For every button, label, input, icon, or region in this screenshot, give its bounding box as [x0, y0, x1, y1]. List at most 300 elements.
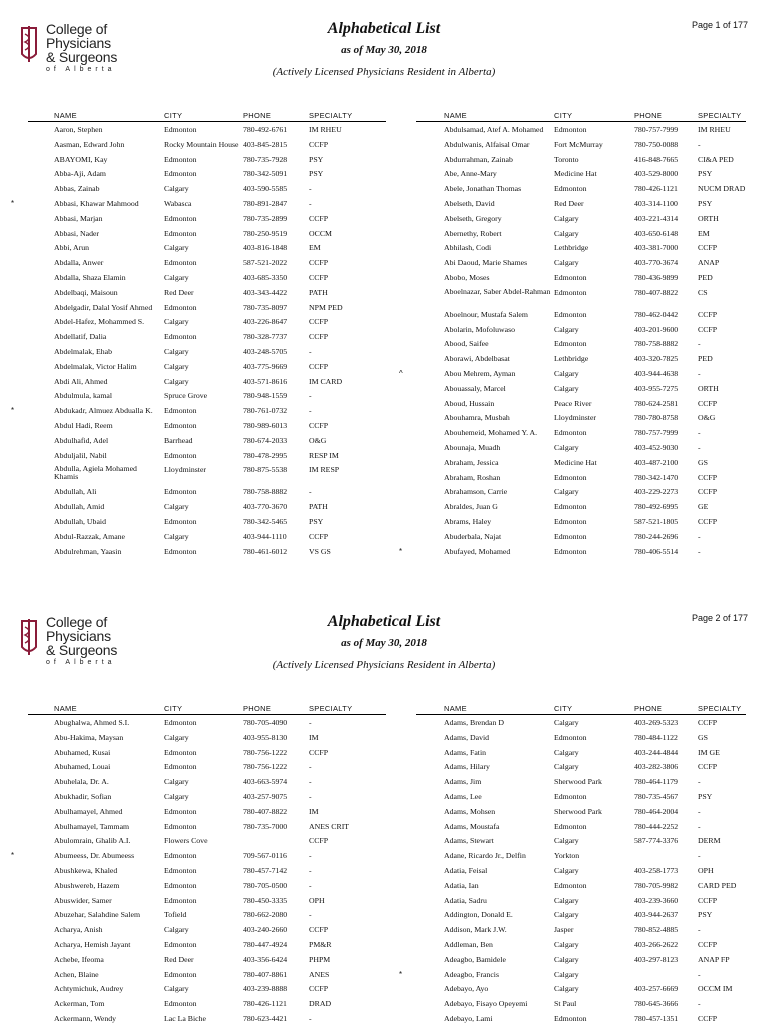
physician-phone: 780-478-2995	[243, 450, 288, 460]
physician-specialty: OPH	[309, 895, 325, 905]
physician-city: Calgary	[554, 487, 579, 497]
physician-city: Calgary	[554, 747, 579, 757]
physician-city: Medicine Hat	[554, 169, 597, 179]
physician-name: Adeagbo, Bamidele	[444, 954, 506, 964]
physician-city: Calgary	[164, 317, 189, 327]
physician-city: Calgary	[164, 272, 189, 282]
physician-row	[416, 952, 746, 967]
physician-phone: 403-685-3350	[243, 272, 288, 282]
physician-phone: 780-444-2252	[634, 821, 679, 831]
physician-specialty: PHPM	[309, 954, 331, 964]
physician-row	[28, 730, 386, 745]
physician-city: Calgary	[554, 258, 579, 268]
physician-city: Lethbridge	[554, 243, 589, 253]
physician-city: Edmonton	[554, 880, 587, 890]
physician-phone: 403-240-2660	[243, 925, 288, 935]
physician-specialty: CCFP	[309, 272, 329, 282]
physician-name: Abdel-Hafez, Mohammed S.	[54, 317, 145, 327]
logo-text-line: Physicians	[46, 628, 111, 644]
physician-specialty: PSY	[309, 169, 324, 179]
physician-city: Edmonton	[164, 806, 197, 816]
physician-specialty: CI&A PED	[698, 154, 734, 164]
physician-name: Abdukadr, Almuez Abdualla K.	[54, 406, 153, 416]
physician-city: Flowers Cove	[164, 836, 208, 846]
physician-name: Achtymichuk, Audrey	[54, 984, 124, 994]
physician-phone: 403-487-2100	[634, 457, 679, 467]
physician-specialty: -	[309, 865, 312, 875]
physician-name: Abushwereb, Hazem	[54, 880, 120, 890]
physician-name: Abdelmalak, Ehab	[54, 346, 113, 356]
physician-city: Edmonton	[164, 999, 197, 1009]
physician-specialty: CARD PED	[698, 880, 737, 890]
physician-name: Abi Daoud, Marie Shames	[444, 258, 528, 268]
physician-row	[28, 715, 386, 730]
physician-city: Edmonton	[164, 228, 197, 238]
physician-city: Edmonton	[554, 791, 587, 801]
header-specialty: SPECIALTY	[698, 111, 742, 120]
physician-row	[416, 137, 746, 152]
physician-city: Edmonton	[554, 472, 587, 482]
physician-phone: 780-623-4421	[243, 1013, 288, 1023]
physician-phone: 780-250-9519	[243, 228, 288, 238]
physician-row	[416, 863, 746, 878]
physician-name: Adane, Ricardo Jr., Delfin	[444, 851, 526, 861]
physician-phone: 780-758-8882	[243, 487, 288, 497]
header-city: CITY	[554, 111, 573, 120]
physician-phone: 780-735-2899	[243, 213, 288, 223]
physician-specialty: -	[309, 762, 312, 772]
physician-row	[399, 544, 746, 559]
physician-city: Edmonton	[164, 420, 197, 430]
physician-specialty: GE	[698, 502, 709, 512]
physician-phone: 780-662-2080	[243, 910, 288, 920]
physician-city: Lloydminster	[164, 465, 207, 475]
physician-specialty: -	[698, 546, 701, 556]
physician-row	[416, 529, 746, 544]
physician-row	[416, 196, 746, 211]
physician-city: Edmonton	[164, 747, 197, 757]
physician-city: Calgary	[164, 732, 189, 742]
physician-city: Edmonton	[164, 450, 197, 460]
physician-city: Calgary	[164, 791, 189, 801]
physician-phone: 403-590-5585	[243, 184, 288, 194]
physician-row	[416, 181, 746, 196]
physician-city: Calgary	[164, 361, 189, 371]
physician-city: Edmonton	[554, 287, 587, 297]
physician-name: Acharya, Anish	[54, 925, 103, 935]
physician-row	[28, 270, 386, 285]
physician-row	[28, 418, 386, 433]
physician-specialty: -	[309, 777, 312, 787]
physician-row	[28, 137, 386, 152]
physician-name: Abdullah, Ubaid	[54, 516, 106, 526]
physician-city: Calgary	[554, 984, 579, 994]
physician-city: Edmonton	[164, 213, 197, 223]
physician-rows	[11, 122, 386, 558]
physician-phone: 780-780-8758	[634, 413, 679, 423]
physician-specialty: IM GE	[698, 747, 720, 757]
physician-row	[28, 226, 386, 241]
physician-name: Abelseth, David	[444, 198, 495, 208]
physician-city: Edmonton	[164, 895, 197, 905]
physician-specialty: DRAD	[309, 999, 332, 1009]
physician-phone: 780-328-7737	[243, 332, 288, 342]
physician-row	[28, 819, 386, 834]
physician-phone: 403-258-1773	[634, 865, 679, 875]
physician-row	[28, 181, 386, 196]
physician-name: Adams, Brendan D	[444, 718, 504, 727]
physician-rows	[11, 715, 386, 1024]
physician-row	[11, 403, 386, 418]
physician-row	[28, 759, 386, 774]
physician-phone: 403-201-9600	[634, 324, 679, 334]
physician-city: Jasper	[554, 925, 574, 935]
physician-specialty: ANES	[309, 969, 330, 979]
physician-phone: 780-457-7142	[243, 865, 288, 875]
physician-row	[28, 255, 386, 270]
physician-name: Abouassaly, Marcel	[444, 383, 506, 393]
physician-name: Adams, Moustafa	[444, 821, 500, 831]
physician-phone: 780-705-4090	[243, 718, 288, 727]
physician-row	[416, 819, 746, 834]
listing-column-left	[11, 108, 386, 558]
physician-city: Calgary	[554, 368, 579, 378]
physician-city: Calgary	[554, 954, 579, 964]
physician-specialty: CCFP	[309, 531, 329, 541]
physician-city: Edmonton	[554, 1013, 587, 1023]
physician-phone: 403-343-4422	[243, 287, 288, 297]
header-city: CITY	[554, 704, 573, 713]
physician-city: Edmonton	[554, 339, 587, 349]
physician-specialty: CCFP	[698, 487, 718, 497]
physician-phone: 780-645-3666	[634, 999, 679, 1009]
header-name: NAME	[444, 704, 467, 713]
physician-row	[416, 351, 746, 366]
physician-specialty: -	[309, 718, 312, 727]
column-header	[416, 108, 746, 122]
physician-name: Abuderbala, Najat	[444, 531, 502, 541]
physician-city: Calgary	[554, 383, 579, 393]
physician-row	[416, 211, 746, 226]
row-marker: *	[11, 406, 15, 416]
physician-specialty: -	[698, 821, 701, 831]
physician-name: Adatia, Sadru	[444, 895, 487, 905]
physician-name: Abraham, Jessica	[444, 457, 499, 467]
physician-specialty: -	[698, 969, 701, 979]
physician-phone: 780-464-2004	[634, 806, 679, 816]
physician-city: Edmonton	[554, 732, 587, 742]
physician-city: Calgary	[554, 969, 579, 979]
physician-phone: 403-770-3670	[243, 502, 288, 512]
physician-phone: 587-521-2022	[243, 258, 288, 268]
physician-name: Abdalla, Anwer	[54, 258, 104, 268]
physician-phone: 780-457-1351	[634, 1013, 679, 1023]
physician-city: Sherwood Park	[554, 777, 602, 787]
header-phone: PHONE	[634, 111, 663, 120]
physician-name: Abele, Jonathan Thomas	[444, 184, 522, 194]
physician-specialty: CCFP	[309, 925, 329, 935]
physician-row	[416, 381, 746, 396]
physician-city: Edmonton	[164, 154, 197, 164]
physician-specialty: PSY	[309, 154, 324, 164]
physician-specialty: PSY	[698, 910, 713, 920]
physician-rows	[399, 715, 746, 1024]
physician-phone: 780-406-5514	[634, 546, 679, 556]
physician-row	[28, 967, 386, 982]
physician-city: Calgary	[554, 718, 579, 727]
physician-specialty: -	[698, 777, 701, 787]
physician-name: Adams, Fatin	[444, 747, 487, 757]
physician-row	[416, 937, 746, 952]
physician-phone: 403-944-1110	[243, 531, 287, 541]
physician-row	[28, 922, 386, 937]
physician-name: Abbasi, Khawar Mahmood	[54, 198, 139, 208]
physician-city: Edmonton	[164, 865, 197, 875]
physician-row	[416, 514, 746, 529]
physician-specialty: -	[309, 346, 312, 356]
physician-city: St Paul	[554, 999, 577, 1009]
header-name: NAME	[54, 111, 77, 120]
physician-row	[416, 759, 746, 774]
physician-name: Abdul Hadi, Reem	[54, 420, 113, 430]
physician-name: Adeagbo, Francis	[444, 969, 499, 979]
physician-name: Abdulhafid, Adel	[54, 435, 109, 445]
physician-city: Sherwood Park	[554, 806, 602, 816]
physician-row	[28, 122, 386, 137]
row-marker: ^	[399, 368, 403, 378]
physician-phone: 403-845-2815	[243, 139, 288, 149]
row-marker: *	[399, 546, 403, 556]
physician-phone: 403-320-7825	[634, 354, 679, 364]
physician-phone: 403-955-8130	[243, 732, 288, 742]
physician-specialty: IM	[309, 806, 319, 816]
header-phone: PHONE	[634, 704, 663, 713]
physician-name: Abba-Aji, Adam	[54, 169, 106, 179]
physician-city: Calgary	[554, 324, 579, 334]
physician-specialty: OCCM IM	[698, 984, 733, 994]
physician-row	[416, 878, 746, 893]
physician-specialty: CCFP	[309, 258, 329, 268]
physician-row	[416, 122, 746, 137]
physician-row	[28, 211, 386, 226]
physician-phone: 403-221-4314	[634, 213, 679, 223]
physician-specialty: IM CARD	[309, 376, 343, 386]
physician-specialty: CCFP	[698, 1013, 718, 1023]
physician-phone: 403-770-3674	[634, 258, 679, 268]
physician-specialty: O&G	[698, 413, 716, 423]
physician-phone: 780-450-3335	[243, 895, 288, 905]
physician-name: Abouhemeid, Mohamed Y. A.	[444, 428, 538, 438]
physician-row	[416, 1011, 746, 1024]
physician-specialty: CCFP	[698, 472, 718, 482]
physician-city: Toronto	[554, 154, 579, 164]
physician-phone: 587-774-3376	[634, 836, 679, 846]
physician-phone: 403-282-3806	[634, 762, 679, 772]
physician-phone: 403-663-5974	[243, 777, 288, 787]
physician-row	[416, 322, 746, 337]
physician-city: Tofield	[164, 910, 187, 920]
physician-city: Red Deer	[164, 954, 194, 964]
physician-row	[28, 893, 386, 908]
physician-name: Abdelmalak, Victor Halim	[54, 361, 137, 371]
logo-text-line: of Alberta	[46, 66, 116, 73]
physician-name: Achen, Blaine	[54, 969, 99, 979]
physician-row	[28, 804, 386, 819]
physician-name: Abe, Anne-Mary	[444, 169, 497, 179]
physician-name: Abdurrahman, Zainab	[444, 154, 513, 164]
physician-city: Edmonton	[554, 516, 587, 526]
physician-city: Edmonton	[164, 939, 197, 949]
physician-specialty: -	[698, 339, 701, 349]
logo-text-line: & Surgeons	[46, 642, 118, 658]
physician-city: Edmonton	[164, 821, 197, 831]
physician-specialty: EM	[309, 243, 321, 253]
physician-phone: 403-244-4844	[634, 747, 679, 757]
physician-specialty: CCFP	[309, 420, 329, 430]
physician-city: Edmonton	[164, 169, 197, 179]
physician-name: Adams, Jim	[444, 777, 482, 787]
physician-name: Aboud, Hussain	[444, 398, 495, 408]
physician-city: Calgary	[164, 376, 189, 386]
physician-phone: 780-462-0442	[634, 309, 679, 319]
physician-name: Abufayed, Mohamed	[444, 546, 511, 556]
physician-city: Lac La Biche	[164, 1013, 206, 1023]
physician-phone: 780-407-8861	[243, 969, 288, 979]
physician-specialty: IM RHEU	[309, 125, 342, 134]
physician-phone: 780-756-1222	[243, 747, 288, 757]
physician-row	[416, 166, 746, 181]
physician-city: Edmonton	[554, 309, 587, 319]
physician-row	[416, 336, 746, 351]
physician-name: Aaron, Stephen	[54, 125, 103, 134]
physician-specialty: PATH	[309, 502, 328, 512]
physician-city: Medicine Hat	[554, 457, 597, 467]
physician-name: Abushkewa, Khaled	[54, 865, 118, 875]
physician-phone: 780-492-6761	[243, 125, 288, 134]
physician-name: Abbasi, Nader	[54, 228, 100, 238]
physician-row	[399, 967, 746, 982]
physician-phone: 780-461-6012	[243, 546, 288, 556]
physician-specialty: CCFP	[309, 139, 329, 149]
listing-column-left	[11, 701, 386, 1024]
physician-phone: 780-750-0088	[634, 139, 679, 149]
physician-row	[416, 981, 746, 996]
physician-specialty: CCFP	[309, 836, 329, 846]
physician-specialty: NUCM DRAD	[698, 184, 746, 194]
physician-specialty: -	[698, 925, 701, 935]
physician-name: Abuswider, Samer	[54, 895, 112, 905]
physician-name: Abhilash, Codi	[444, 243, 492, 253]
physician-row	[28, 981, 386, 996]
physician-phone: 403-452-9030	[634, 442, 679, 452]
physician-phone: 780-624-2581	[634, 398, 679, 408]
physician-phone: 403-571-8616	[243, 376, 288, 386]
physician-name: Ackermann, Wendy	[54, 1013, 117, 1023]
physician-specialty: CCFP	[309, 747, 329, 757]
physician-row	[28, 152, 386, 167]
physician-name: Abdulla, Agiela Mohamed Khamis	[54, 465, 137, 482]
logo-text-line: Physicians	[46, 35, 111, 51]
physician-specialty: NPM PED	[309, 302, 343, 312]
physician-specialty: -	[309, 791, 312, 801]
physician-phone: 403-257-6669	[634, 984, 679, 994]
physician-specialty: CCFP	[698, 243, 718, 253]
physician-city: Calgary	[554, 228, 579, 238]
row-marker: *	[11, 198, 15, 208]
physician-phone: 403-226-8647	[243, 317, 288, 327]
logo-text-line: College of	[46, 21, 108, 37]
physician-phone: 780-436-9899	[634, 272, 679, 282]
document-title: Alphabetical List	[327, 20, 441, 37]
physician-city: Calgary	[554, 939, 579, 949]
physician-phone: 403-381-7000	[634, 243, 679, 253]
physician-city: Edmonton	[554, 546, 587, 556]
physician-row	[416, 410, 746, 425]
physician-phone: 403-297-8123	[634, 954, 679, 964]
physician-city: Edmonton	[164, 125, 197, 134]
physician-name: Achebe, Ifeoma	[54, 954, 104, 964]
physician-city: Calgary	[164, 984, 189, 994]
physician-name: Addison, Mark J.W.	[444, 925, 507, 935]
physician-row	[416, 804, 746, 819]
physician-specialty: CCFP	[309, 361, 329, 371]
physician-row	[11, 848, 386, 863]
physician-city: Calgary	[554, 213, 579, 223]
physician-name: Abuhamed, Louai	[54, 762, 111, 772]
physician-specialty: PED	[698, 272, 713, 282]
physician-name: Abdulrehman, Yaasin	[54, 546, 122, 556]
physician-name: Abdulmula, kamal	[54, 391, 113, 401]
physician-phone: 403-944-2637	[634, 910, 679, 920]
physician-row	[416, 240, 746, 255]
physician-specialty: PM&R	[309, 939, 332, 949]
physician-phone: 780-735-8097	[243, 302, 288, 312]
physician-city: Calgary	[554, 442, 579, 452]
physician-city: Calgary	[164, 184, 189, 194]
physician-specialty: CCFP	[698, 762, 718, 772]
physician-phone: 780-989-6013	[243, 420, 288, 430]
physician-phone: 780-342-5465	[243, 516, 288, 526]
document-title: Alphabetical List	[327, 613, 441, 630]
physician-row	[28, 462, 386, 484]
physician-name: Ackerman, Tom	[54, 999, 105, 1009]
physician-name: Adatia, Feisal	[444, 865, 488, 875]
physician-specialty: CCFP	[309, 332, 329, 342]
physician-name: Adams, Stewart	[444, 836, 494, 846]
header-city: CITY	[164, 111, 183, 120]
physician-name: Abernethy, Robert	[444, 228, 502, 238]
physician-phone: 403-239-3660	[634, 895, 679, 905]
header-phone: PHONE	[243, 111, 272, 120]
logo-text-line: of Alberta	[46, 659, 116, 666]
physician-city: Calgary	[164, 346, 189, 356]
physician-city: Calgary	[164, 243, 189, 253]
physician-row	[28, 937, 386, 952]
physician-row	[28, 833, 386, 848]
physician-row	[416, 152, 746, 167]
physician-row	[416, 893, 746, 908]
physician-city: Edmonton	[164, 302, 197, 312]
physician-name: Abduljalil, Nabil	[54, 450, 107, 460]
physician-row	[28, 774, 386, 789]
physician-phone: 403-775-9669	[243, 361, 288, 371]
physician-specialty: EM	[698, 228, 710, 238]
physician-phone: 780-244-2696	[634, 531, 679, 541]
physician-specialty: CCFP	[698, 324, 718, 334]
physician-name: Abu-Hakima, Maysan	[54, 732, 124, 742]
physician-name: Abouhamra, Musbah	[444, 413, 510, 423]
physician-city: Lethbridge	[554, 354, 589, 364]
